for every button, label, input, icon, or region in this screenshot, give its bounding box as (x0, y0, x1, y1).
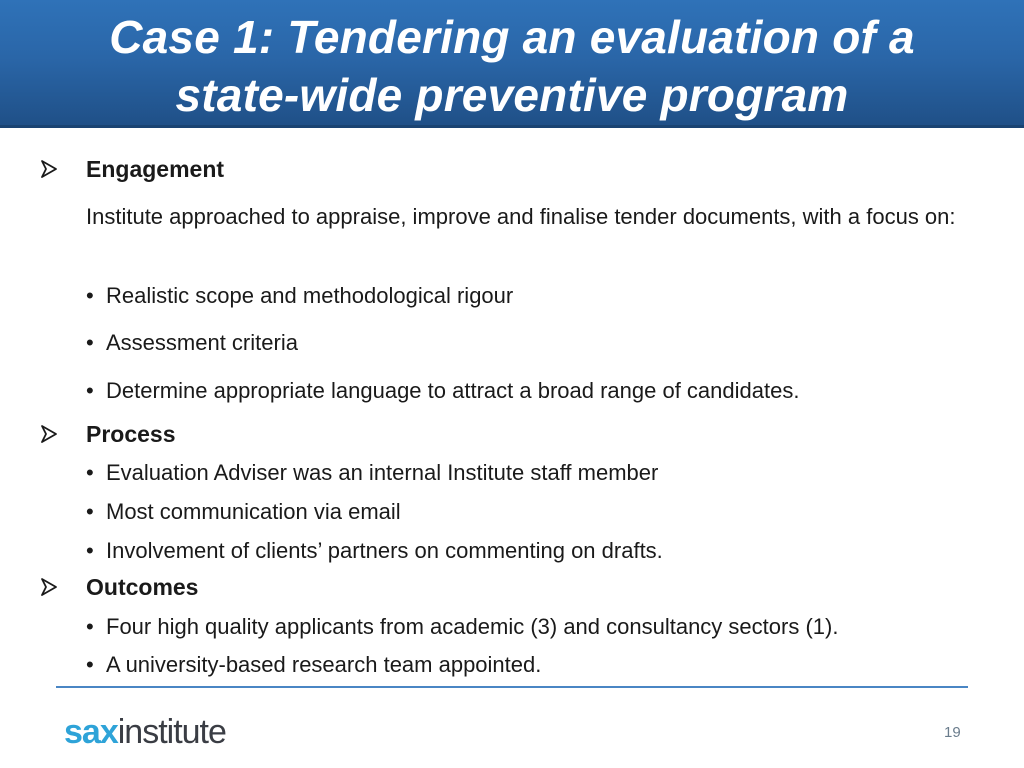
outcomes-heading: Outcomes (86, 574, 199, 600)
list-item (86, 328, 298, 358)
list-item (86, 497, 401, 527)
title-bar (0, 0, 1024, 128)
engagement-intro: Institute approached to appraise, improve and finalise tender documents, with a focus on: (86, 204, 956, 229)
process-heading: Process (86, 421, 176, 447)
bullet-text: Evaluation Adviser was an internal Institute staff member (106, 460, 659, 485)
bullet-text: Assessment criteria (106, 330, 298, 355)
sax-institute-logo (64, 712, 226, 752)
slide-title (0, 8, 1024, 124)
bullet-text: Determine appropriate language to attract a broad range of candidates. (106, 378, 800, 403)
list-item (86, 612, 838, 642)
bullet-text: A university-based research team appointed. (106, 652, 542, 677)
bullet-dot: • (86, 538, 94, 563)
slide-title-line-2: state-wide preventive program (175, 69, 849, 121)
list-item (86, 536, 663, 566)
logo-institute: institute (117, 713, 226, 751)
bullet-dot: • (86, 652, 94, 677)
bullet-text: Involvement of clients’ partners on commenting on drafts. (106, 538, 663, 563)
bullet-dot: • (86, 283, 94, 308)
bullet-dot: • (86, 460, 94, 485)
page-number: 19 (944, 724, 961, 741)
bullet-text: Most communication via email (106, 499, 401, 524)
list-item (86, 281, 513, 311)
slide-title-line-1: Case 1: Tendering an evaluation of a (109, 11, 915, 63)
arrow-bullet-icon (38, 158, 60, 180)
engagement-heading: Engagement (86, 156, 225, 182)
footer-divider (56, 686, 968, 688)
bullet-dot: • (86, 499, 94, 524)
list-item (86, 458, 658, 488)
bullet-dot: • (86, 614, 94, 639)
outcomes-arrow (38, 573, 60, 601)
bullet-dot: • (86, 378, 94, 403)
arrow-bullet-icon (38, 423, 60, 445)
process-arrow (38, 420, 60, 448)
bullet-text: Four high quality applicants from academic (3) and consultancy sectors (1). (106, 614, 839, 639)
list-item (86, 376, 799, 406)
logo-sax: sax (64, 713, 118, 751)
bullet-text: Realistic scope and methodological rigour (106, 283, 514, 308)
list-item (86, 650, 541, 680)
arrow-bullet-icon (38, 576, 60, 598)
engagement-arrow (38, 155, 60, 183)
bullet-dot: • (86, 330, 94, 355)
